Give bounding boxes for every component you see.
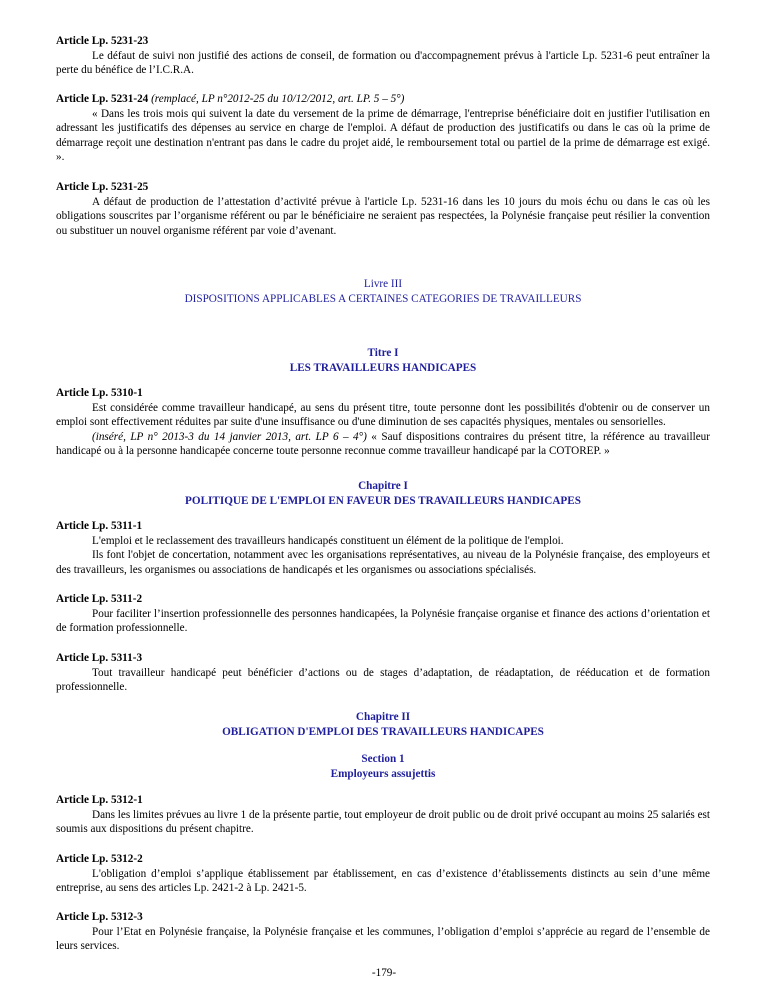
article-paragraph: Tout travailleur handicapé peut bénéficier d’actions ou de stages d’adaptation, de réadaptation, de rééducation et de formation professionnelle. [56, 666, 710, 694]
amendment-note: (inséré, LP n° 2013-3 du 14 janvier 2013, art. LP 6 – 4°) [92, 430, 367, 443]
chapitre-title: OBLIGATION D'EMPLOI DES TRAVAILLEURS HANDICAPES [222, 725, 544, 738]
article-title [56, 92, 710, 107]
article-5311-2 [56, 592, 710, 636]
article-5231-23 [56, 34, 710, 78]
article-5312-3 [56, 910, 710, 954]
article-title: Article Lp. 5312-1 [56, 794, 143, 806]
livre-title: DISPOSITIONS APPLICABLES A CERTAINES CATEGORIES DE TRAVAILLEURS [184, 292, 582, 305]
livre-heading [56, 277, 710, 306]
chapitre-label: Chapitre II [355, 711, 411, 723]
chapitre-label: Chapitre I [358, 480, 408, 492]
chapitre-2-heading [56, 710, 710, 739]
article-title: Article Lp. 5231-23 [56, 35, 149, 47]
article-paragraph: « Dans les trois mois qui suivent la date du versement de la prime de démarrage, l'entreprise bénéficiaire doit en justifier l'utilisation en adressant les justificatifs des dépenses au service en charge de l'emploi. A défaut de production des justificatifs ou dans le cas où la prime de démarrage reçoit une destination n'entrant pas dans le cadre du projet aidé, le remboursement total ou partiel de la prime de démarrage est exigé. ». [56, 107, 710, 164]
article-5310-1 [56, 386, 710, 459]
article-number: Article Lp. 5231-24 [56, 93, 149, 105]
article-5311-1 [56, 519, 710, 577]
article-paragraph: Le défaut de suivi non justifié des actions de conseil, de formation ou d'accompagnement prévus à l'article Lp. 5231-6 peut entraîner la perte du bénéfice de l’I.C.R.A. [56, 49, 710, 77]
article-paragraph: Est considérée comme travailleur handicapé, au sens du présent titre, toute personne dont les possibilités d'obtenir ou de conserver un emploi sont effectivement réduites par suite d'une insuffisance ou d'une diminution de ses capacités physiques, mentales ou sensorielles. [56, 401, 710, 429]
article-title: Article Lp. 5231-25 [56, 181, 149, 193]
amendment-note: (remplacé, LP n°2012-25 du 10/12/2012, art. LP. 5 – 5°) [151, 93, 405, 105]
article-title: Article Lp. 5312-3 [56, 911, 143, 923]
article-paragraph: Ils font l'objet de concertation, notamment avec les organisations représentatives, au niveau de la Polynésie française, des employeurs et des travailleurs, les organismes ou associations de handicapés et les organismes ou associations spécialisés. [56, 549, 710, 576]
section-title: Employeurs assujettis [330, 767, 436, 780]
page-number: -179- [371, 967, 397, 979]
titre-title: LES TRAVAILLEURS HANDICAPES [289, 361, 477, 374]
article-title: Article Lp. 5312-2 [56, 853, 143, 865]
article-paragraph: Pour faciliter l’insertion professionnelle des personnes handicapées, la Polynésie française organise et finance des actions d’orientation et de formation professionnelle. [56, 607, 710, 635]
article-5231-24 [56, 92, 710, 165]
inserted-text: « Sauf dispositions contraires du présent titre, la référence au travailleur handicapé ou à la personne handicapée concerne toute personne reconnue comme travailleur handicapé par la COTOREP. » [56, 430, 710, 458]
article-5311-3 [56, 651, 710, 695]
article-paragraph: L'obligation d’emploi s’applique établissement par établissement, en cas d’existence d’établissements distincts au sein d’une même entreprise, au sens des articles Lp. 2421-2 à Lp. 2421-5. [56, 867, 710, 895]
section-label: Section 1 [361, 753, 405, 765]
article-title: Article Lp. 5311-3 [56, 652, 143, 664]
article-5312-1 [56, 793, 710, 837]
chapitre-title: POLITIQUE DE L'EMPLOI EN FAVEUR DES TRAVAILLEURS HANDICAPES [185, 494, 581, 507]
section-1-heading [56, 752, 710, 781]
article-title: Article Lp. 5311-1 [56, 520, 143, 532]
article-title: Article Lp. 5310-1 [56, 387, 143, 399]
chapitre-1-heading [56, 479, 710, 508]
titre-label: Titre I [367, 347, 399, 359]
article-5231-25 [56, 180, 710, 238]
livre-label: Livre III [363, 278, 403, 290]
article-paragraph: L'emploi et le reclassement des travailleurs handicapés constituent un élément de la politique de l'emploi. [92, 534, 564, 547]
article-title: Article Lp. 5311-2 [56, 593, 143, 605]
article-paragraph: A défaut de production de l’attestation d’activité prévue à l'article Lp. 5231-16 dans les 10 jours du mois échu ou dans le cas où les obligations souscrites par l’organisme référent ou par le bénéficiaire ne seraient pas respectées, la Polynésie française peut résilier la convention ou substituer un nouvel organisme référent par voie d’avenant. [56, 195, 710, 237]
titre-heading [56, 346, 710, 375]
article-5312-2 [56, 852, 710, 896]
article-paragraph: Dans les limites prévues au livre 1 de la présente partie, tout employeur de droit public ou de droit privé occupant au moins 25 salariés est soumis aux dispositions du présent chapitre. [56, 808, 710, 836]
article-paragraph: Pour l’Etat en Polynésie française, la Polynésie française et les communes, l’obligation d’emploi s’apprécie au regard de l’ensemble de leurs services. [56, 925, 710, 953]
article-paragraph-inserted [56, 430, 710, 459]
